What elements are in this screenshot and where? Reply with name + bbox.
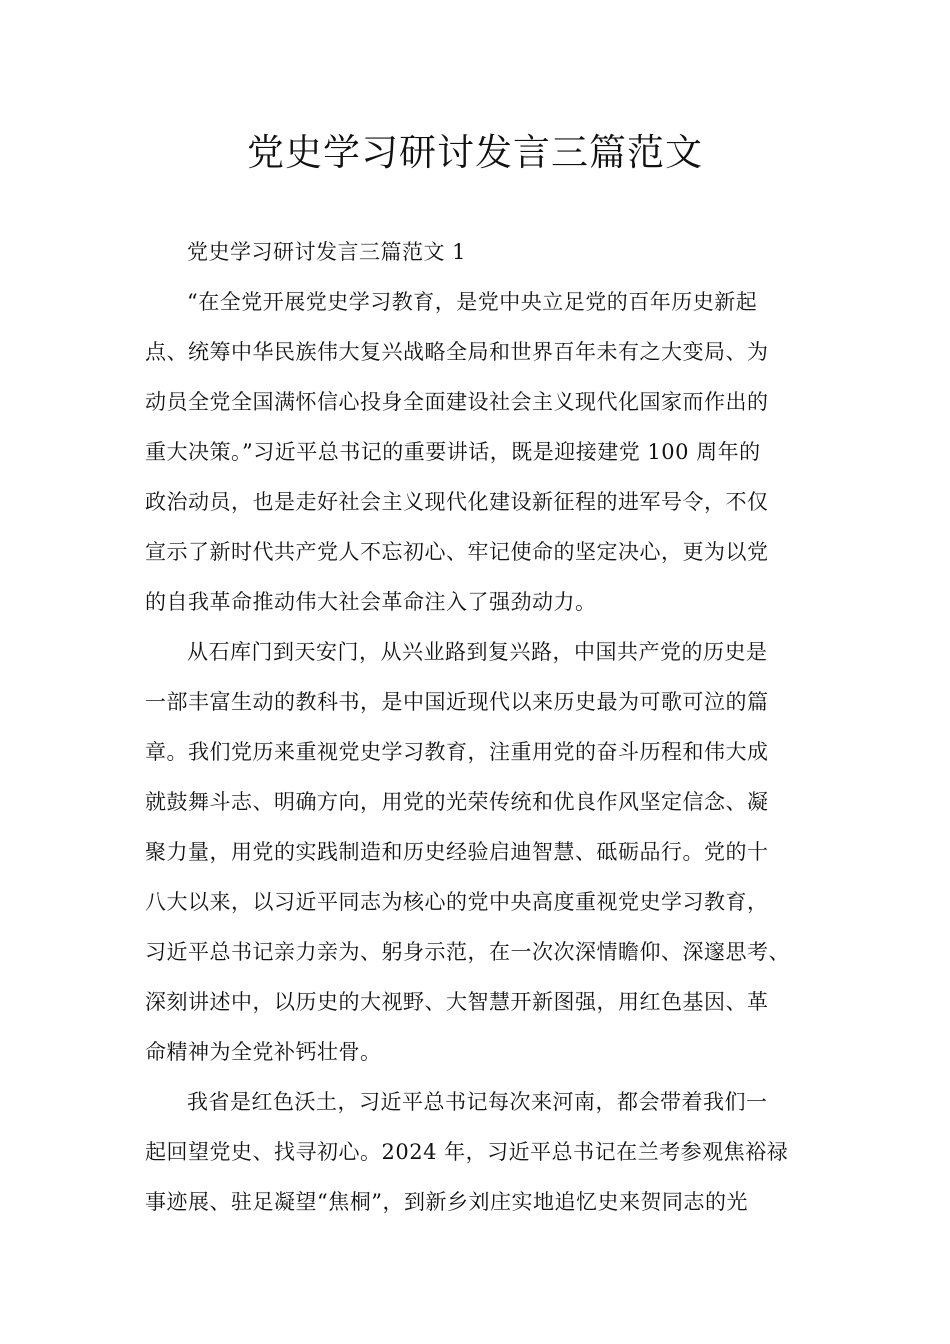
paragraph-line: “在全党开展党史学习教育，是党中央立足党的百年历史新起 <box>187 290 758 314</box>
paragraph-line: 章。我们党历来重视党史学习教育，注重用党的奋斗历程和伟大成 <box>145 740 769 764</box>
paragraph-line: 动员全党全国满怀信心投身全面建设社会主义现代化国家而作出的 <box>145 390 769 414</box>
paragraph-line: 重大决策。”习近平总书记的重要讲话，既是迎接建党 100 周年的 <box>145 440 761 464</box>
paragraph-line: 聚力量，用党的实践制造和历史经验启迪智慧、砥砺品行。党的十 <box>145 840 769 864</box>
section-subheading <box>145 227 805 277</box>
paragraph-line: 政治动员，也是走好社会主义现代化建设新征程的进军号令，不仅 <box>145 490 769 514</box>
paragraph-line: 八大以来，以习近平同志为核心的党中央高度重视党史学习教育， <box>145 890 769 914</box>
paragraph-1 <box>145 277 805 627</box>
paragraph-line: 命精神为全党补钙壮骨。 <box>145 1040 382 1064</box>
paragraph-line: 起回望党史、找寻初心。2024 年，习近平总书记在兰考参观焦裕禄 <box>145 1140 789 1164</box>
document-title: 党史学习研讨发言三篇范文 <box>247 131 703 174</box>
paragraph-line: 从石库门到天安门，从兴业路到复兴路，中国共产党的历史是 <box>187 640 768 664</box>
paragraph-line: 深刻讲述中，以历史的大视野、大智慧开新图强，用红色基因、革 <box>145 990 769 1014</box>
subheading-text: 党史学习研讨发言三篇范文 1 <box>187 240 467 264</box>
paragraph-line: 的自我革命推动伟大社会革命注入了强劲动力。 <box>145 590 597 614</box>
paragraph-line: 习近平总书记亲力亲为、躬身示范，在一次次深情瞻仰、深邃思考、 <box>145 940 790 964</box>
paragraph-line: 一部丰富生动的教科书，是中国近现代以来历史最为可歌可泣的篇 <box>145 690 769 714</box>
paragraph-line: 点、统筹中华民族伟大复兴战略全局和世界百年未有之大变局、为 <box>145 340 769 364</box>
paragraph-line: 就鼓舞斗志、明确方向，用党的光荣传统和优良作风坚定信念、凝 <box>145 790 769 814</box>
document-body <box>145 227 805 1227</box>
paragraph-2 <box>145 627 805 1077</box>
paragraph-3 <box>145 1077 805 1227</box>
paragraph-line: 宣示了新时代共产党人不忘初心、牢记使命的坚定决心，更为以党 <box>145 540 769 564</box>
paragraph-line: 事迹展、驻足凝望“焦桐”，到新乡刘庄实地追忆史来贺同志的光 <box>145 1190 748 1214</box>
paragraph-line: 我省是红色沃土，习近平总书记每次来河南，都会带着我们一 <box>187 1090 768 1114</box>
